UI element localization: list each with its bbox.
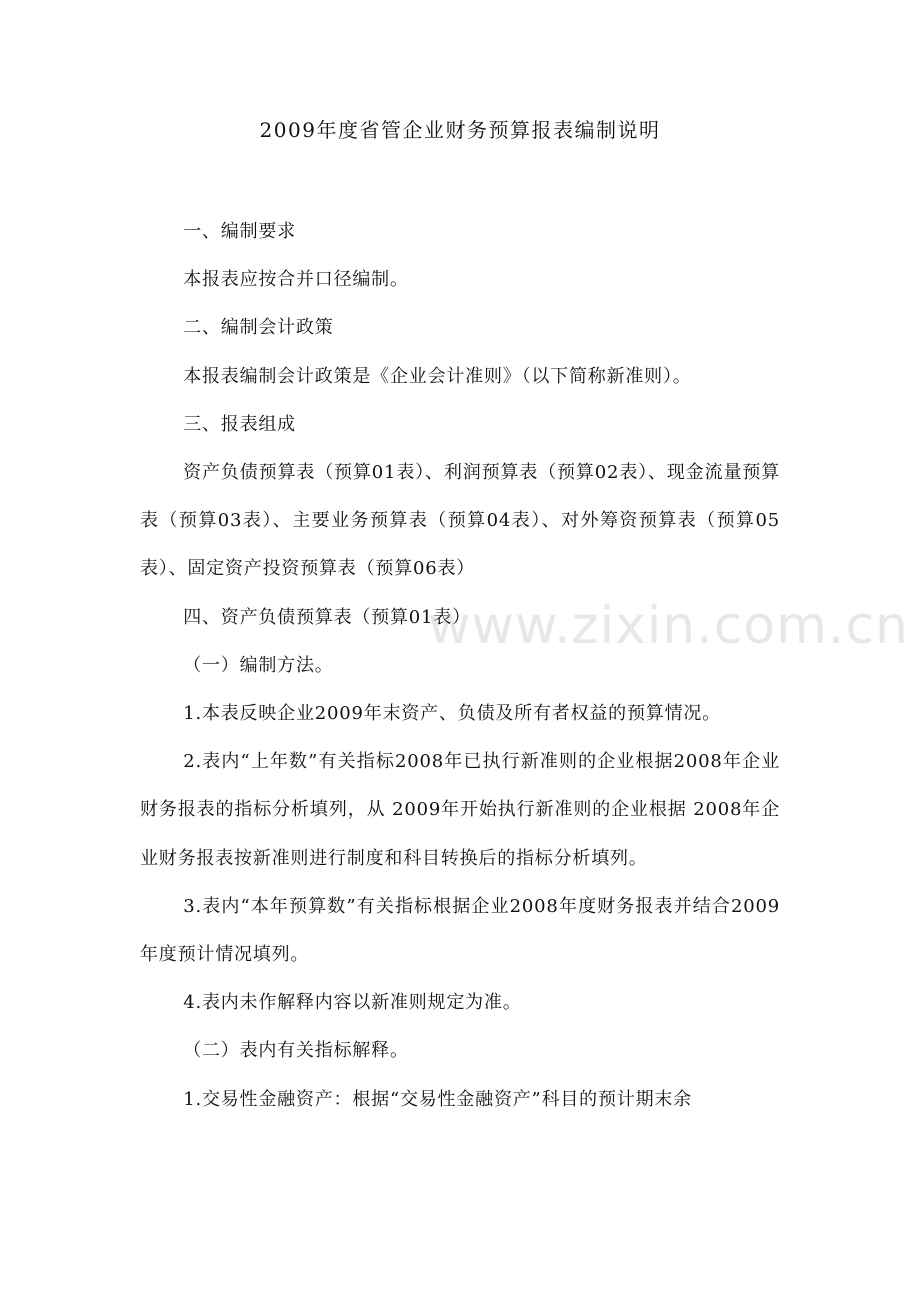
list-item-1: 1.本表反映企业2009年末资产、负债及所有者权益的预算情况。 (183, 703, 721, 725)
subheading-method: （一）编制方法。 (183, 654, 334, 676)
document-title: 2009年度省管企业财务预算报表编制说明 (259, 118, 661, 142)
watermark: www.zixin.com.cn (428, 596, 909, 656)
paragraph-report-composition: 资产负债预算表（预算01表）、利润预算表（预算02表）、现金流量预算表（预算03表）、主要业务预算表（预算04表）、对外筹资预算表（预算05表）、固定资产投资预算表（预算06表） (140, 462, 780, 580)
list-item-3: 3.表内“本年预算数”有关指标根据企业2008年度财务报表并结合2009年度预计情况填列。 (140, 895, 780, 966)
paragraph-accounting-policy: 本报表编制会计政策是《企业会计准则》（以下简称新准则）。 (183, 365, 692, 387)
heading-report-composition: 三、报表组成 (183, 413, 296, 435)
subheading-indicator-explanation: （二）表内有关指标解释。 (183, 1040, 409, 1062)
list-item-4: 4.表内未作解释内容以新准则规定为准。 (183, 992, 522, 1014)
document-body (140, 208, 780, 1124)
heading-accounting-policy: 二、编制会计政策 (183, 317, 334, 339)
list-item-2: 2.表内“上年数”有关指标2008年已执行新准则的企业根据2008年企业财务报表的指标分析填列，从 2009年开始执行新准则的企业根据 2008年企业财务报表按新准则进行制度和科目转换后的指标分析填列。 (140, 751, 780, 869)
heading-balance-sheet-budget: 四、资产负债预算表（预算01表） (183, 606, 471, 628)
heading-requirements: 一、编制要求 (183, 221, 296, 242)
list-item-trading-financial-assets: 1.交易性金融资产：根据“交易性金融资产”科目的预计期末余 (183, 1088, 692, 1110)
paragraph-consolidation: 本报表应按合并口径编制。 (183, 269, 409, 291)
